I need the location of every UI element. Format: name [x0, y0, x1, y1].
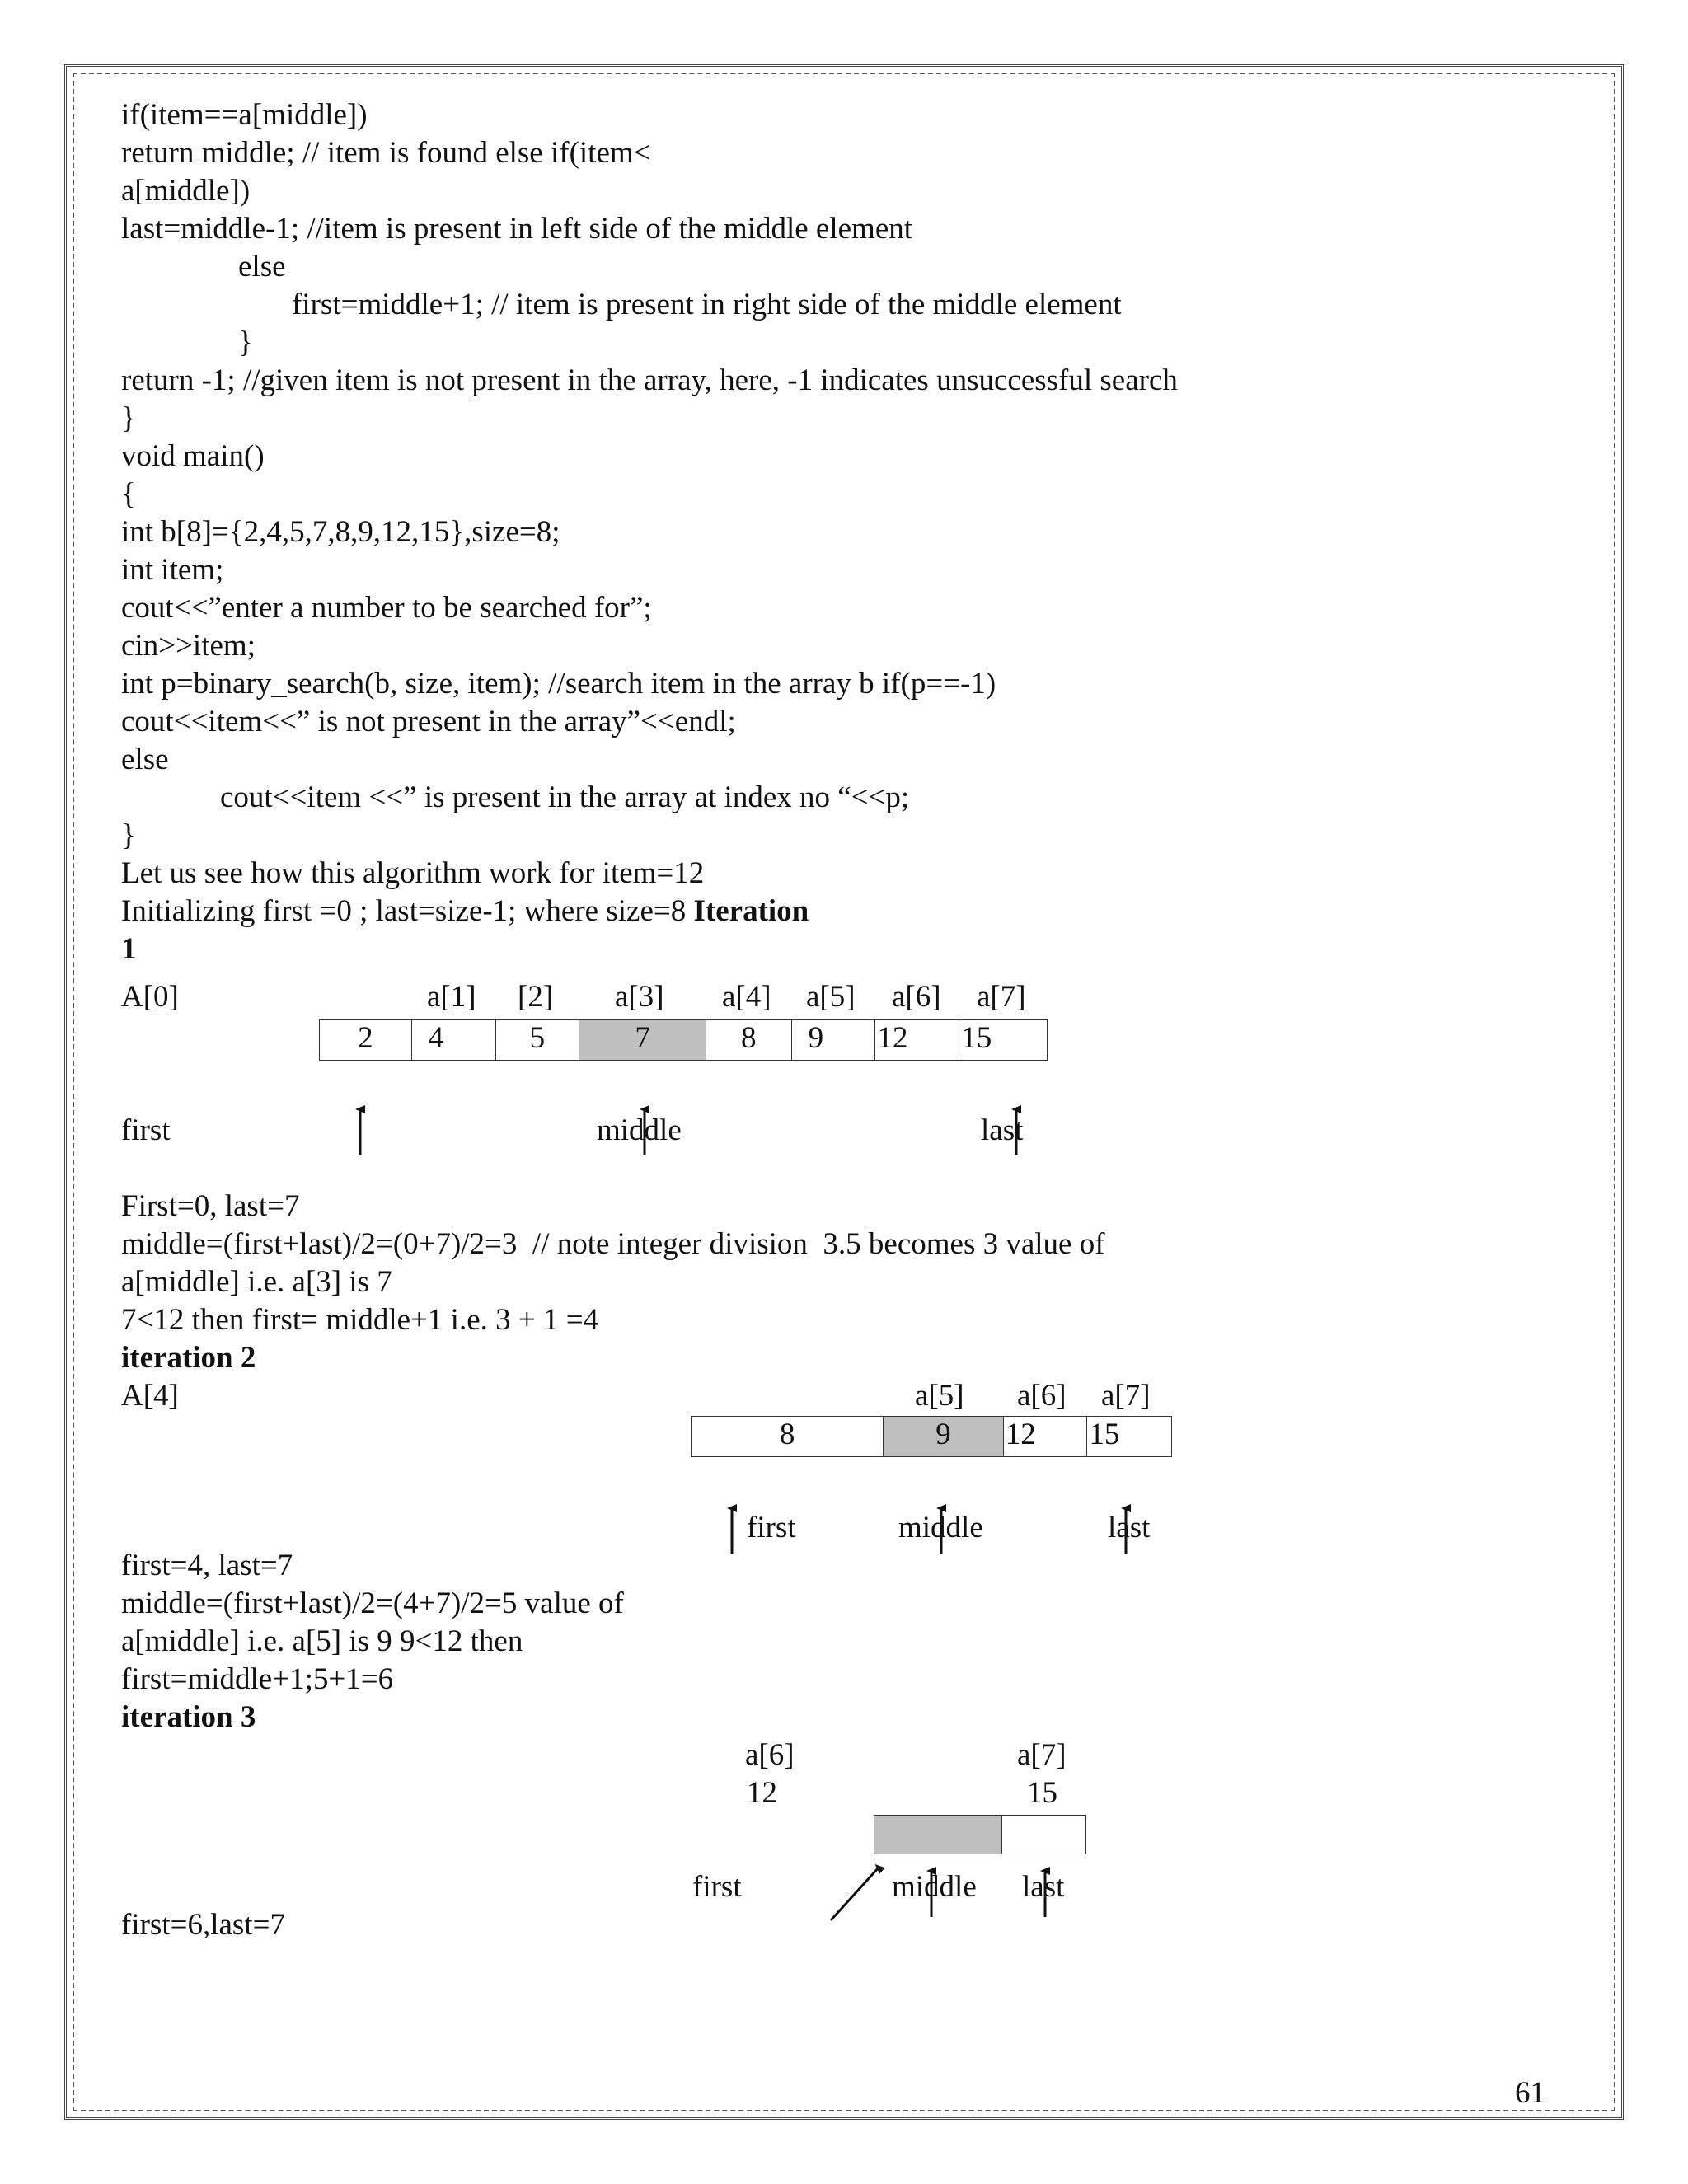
- pointer-label-middle: middle: [898, 1511, 983, 1544]
- array-cell-middle: 9: [884, 1417, 1004, 1456]
- code-line: return -1; //given item is not present in the array, here, -1 indicates unsuccessful search: [121, 363, 1178, 397]
- index-label: a[5]: [806, 980, 856, 1014]
- note-line: first=6,last=7: [121, 1908, 285, 1942]
- array-cell-middle: [874, 1816, 1002, 1854]
- index-label: a[7]: [1017, 1738, 1067, 1772]
- code-line: return middle; // item is found else if(item<: [121, 136, 651, 170]
- note-line: first=middle+1;5+1=6: [121, 1662, 394, 1696]
- pointer-label-last: last: [1022, 1870, 1065, 1904]
- note-line: a[middle] i.e. a[3] is 7: [121, 1265, 392, 1299]
- note-line: 7<12 then first= middle+1 i.e. 3 + 1 =4: [121, 1303, 599, 1337]
- code-line: a[middle]): [121, 174, 251, 208]
- note-line: First=0, last=7: [121, 1189, 300, 1223]
- index-label: a[6]: [1017, 1379, 1067, 1413]
- code-line: else: [121, 743, 169, 776]
- code-line: }: [121, 818, 136, 852]
- code-line: int item;: [121, 553, 224, 587]
- index-label: [2]: [518, 980, 554, 1014]
- code-line: }: [238, 326, 253, 359]
- array-cell: 8: [706, 1020, 792, 1060]
- cell-value: 15: [1027, 1776, 1057, 1810]
- code-line: {: [121, 477, 136, 511]
- init-text: Initializing first =0 ; last=size-1; where size=8: [121, 894, 694, 928]
- iteration-3-array: [874, 1815, 1086, 1854]
- index-label: a[7]: [1101, 1379, 1151, 1413]
- page-number: 61: [1515, 2076, 1545, 2110]
- init-line: [121, 893, 809, 930]
- array-cell: 5: [496, 1020, 580, 1060]
- code-line: int p=binary_search(b, size, item); //search item in the array b if(p==-1): [121, 667, 996, 701]
- pointer-label-first: first: [692, 1870, 742, 1904]
- note-line: first=4, last=7: [121, 1549, 293, 1582]
- iteration-2-row-label: A[4]: [121, 1379, 179, 1413]
- iteration-2-array: [691, 1416, 1172, 1457]
- cell-value: 12: [747, 1776, 777, 1810]
- iteration-1-row-label: A[0]: [121, 980, 179, 1014]
- pointer-label-first: first: [121, 1113, 171, 1147]
- code-line: cout<<item<<” is not present in the array”<<endl;: [121, 705, 736, 738]
- array-cell: [1002, 1816, 1085, 1854]
- code-line: cout<<”enter a number to be searched for”;: [121, 591, 652, 625]
- pointer-label-first: first: [747, 1511, 796, 1544]
- pointer-label-last: last: [1108, 1511, 1151, 1544]
- pointer-label-last: last: [981, 1113, 1024, 1147]
- code-line: cin>>item;: [121, 629, 256, 663]
- iteration-word: Iteration: [693, 894, 809, 928]
- code-line: int b[8]={2,4,5,7,8,9,12,15},size=8;: [121, 515, 560, 549]
- array-cell: 15: [1089, 1418, 1120, 1451]
- code-line: if(item==a[middle]): [121, 98, 368, 132]
- note-line: middle=(first+last)/2=(0+7)/2=3 // note integer division 3.5 becomes 3 value of: [121, 1227, 1105, 1261]
- iteration-3-heading: iteration 3: [121, 1700, 256, 1734]
- array-cell: 12: [1004, 1417, 1088, 1456]
- code-line: cout<<item <<” is present in the array at index no “<<p;: [220, 780, 910, 814]
- code-line: }: [121, 401, 136, 435]
- code-line: else: [238, 250, 286, 284]
- array-cell: 8: [692, 1417, 884, 1456]
- array-cell: 2: [320, 1020, 412, 1060]
- index-label: a[4]: [722, 980, 771, 1014]
- note-line: middle=(first+last)/2=(4+7)/2=5 value of: [121, 1586, 624, 1620]
- index-label: a[3]: [615, 980, 664, 1014]
- index-label: a[7]: [977, 980, 1026, 1014]
- code-line: Let us see how this algorithm work for item=12: [121, 856, 705, 890]
- index-label: a[1]: [427, 980, 476, 1014]
- array-cell: 9: [792, 1020, 876, 1060]
- index-label: a[5]: [915, 1379, 964, 1413]
- code-line: void main(): [121, 439, 265, 473]
- pointer-label-middle: middle: [892, 1870, 977, 1904]
- array-cell-middle: 7: [579, 1020, 706, 1060]
- iteration-1-array: [319, 1019, 1048, 1061]
- array-cell: 12: [875, 1020, 959, 1060]
- iteration-2-heading: iteration 2: [121, 1341, 256, 1375]
- note-line: a[middle] i.e. a[5] is 9 9<12 then: [121, 1624, 523, 1658]
- index-label: a[6]: [745, 1738, 795, 1772]
- array-cell: 15: [961, 1021, 992, 1055]
- pointer-label-middle: middle: [597, 1113, 682, 1147]
- code-line: last=middle-1; //item is present in left side of the middle element: [121, 212, 913, 246]
- index-label: a[6]: [892, 980, 941, 1014]
- code-line: first=middle+1; // item is present in right side of the middle element: [292, 288, 1122, 321]
- array-cell: 4: [412, 1020, 496, 1060]
- iteration-1-heading: 1: [121, 932, 137, 966]
